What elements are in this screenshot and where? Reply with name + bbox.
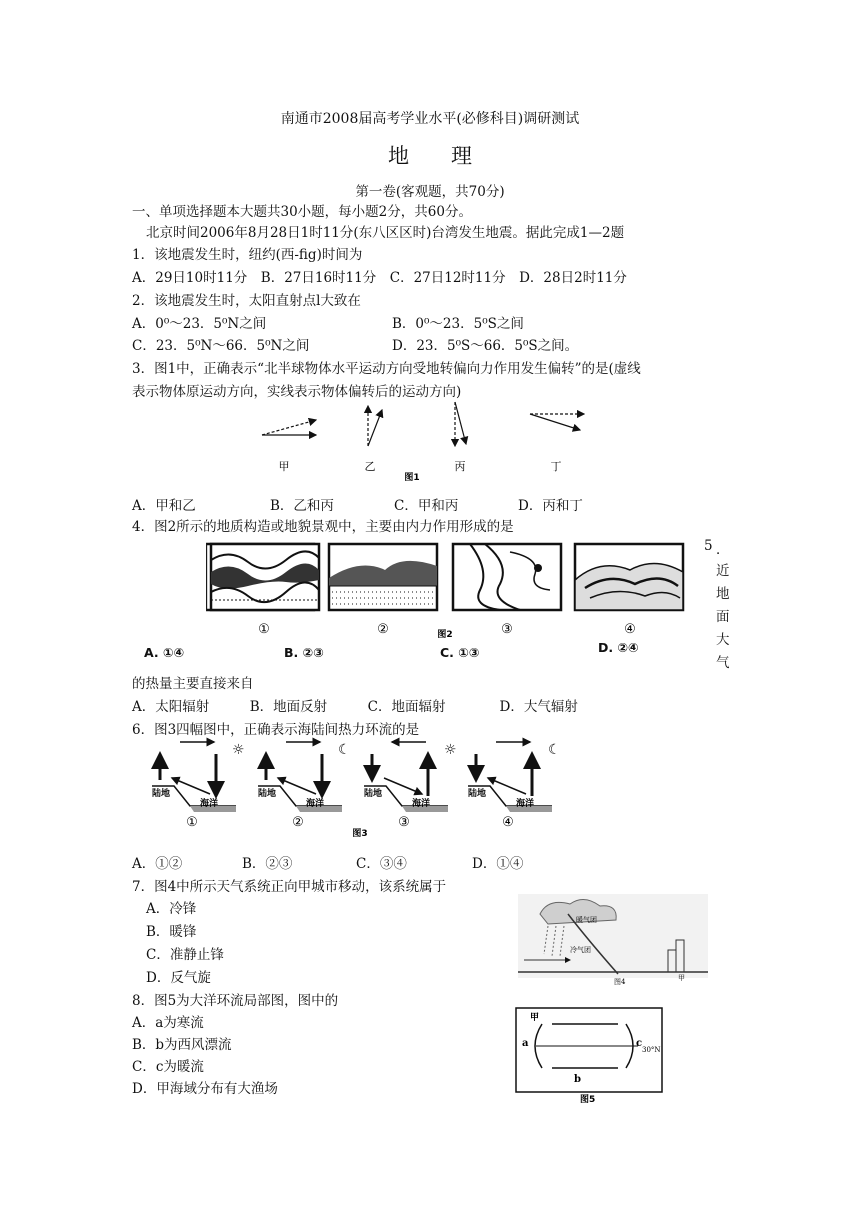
fig5-a: a — [522, 1038, 529, 1049]
section-one-heading: 一、单项选择题本大题共30小题，每小题2分，共60分。 — [132, 204, 472, 220]
q2-option-c: C．23．5⁰N～66．5⁰N之间 — [132, 338, 310, 354]
q5-vertical-0: 5 — [704, 538, 713, 554]
moon-icon: ☾ — [548, 742, 561, 758]
fig2-panel-1 — [207, 544, 319, 610]
sun-icon: ☼ — [232, 742, 245, 758]
figure-1 — [250, 398, 590, 486]
fig2-label-2: ② — [377, 622, 389, 637]
q6-option-a: A．①② — [132, 856, 183, 872]
q3-option-b: B．乙和丙 — [270, 498, 334, 514]
fig3-sea-1: 海洋 — [200, 799, 219, 809]
fig3-label-3: ③ — [398, 815, 410, 830]
fig5-c: c — [636, 1038, 643, 1049]
q2-option-a: A．0⁰～23．5⁰N之间 — [132, 316, 267, 332]
fig3-panel-2 — [258, 742, 351, 812]
figure-4 — [518, 894, 708, 990]
q7-stem: 7．图4中所示天气系统正向甲城市移动，该系统属于 — [132, 879, 447, 895]
q4-option-b: B. ②③ — [284, 645, 324, 660]
fig3-label-1: ① — [186, 815, 198, 830]
fig3-sea-2: 海洋 — [306, 799, 325, 809]
fig1-caption: 图1 — [404, 473, 420, 483]
q7-option-d: D．反气旋 — [146, 970, 211, 986]
fig3-sea-4: 海洋 — [516, 799, 535, 809]
q8-option-c: C．c为暖流 — [132, 1059, 204, 1075]
fig4-city-label: 甲 — [678, 974, 685, 982]
fig3-panel-1 — [152, 742, 245, 812]
fig3-panel-3 — [364, 742, 457, 812]
q3-stem-line1: 3．图1中，正确表示“北半球物体水平运动方向受地转偏向力作用发生偏转”的是(虚线 — [132, 361, 641, 377]
q5-vertical-4: 面 — [716, 609, 730, 625]
q1-options: A．29日10时11分 B．27日16时11分 C．27日12时11分 D．28日2时11分 — [132, 270, 627, 286]
fig1-label-jia: 甲 — [278, 460, 290, 473]
figure-5 — [512, 1006, 668, 1106]
q5-vertical-2: 近 — [716, 563, 730, 579]
fig5-caption: 图5 — [580, 1095, 596, 1105]
fig3-land-2: 陆地 — [258, 789, 277, 799]
q3-stem-line2: 表示物体原运动方向，实线表示物体偏转后的运动方向) — [132, 384, 462, 400]
fig5-jia: 甲 — [530, 1013, 540, 1023]
fig5-b: b — [574, 1074, 581, 1085]
fig3-caption: 图3 — [352, 829, 368, 839]
fig3-sea-3: 海洋 — [412, 799, 431, 809]
fig2-panel-3 — [453, 544, 561, 610]
sun-icon: ☼ — [444, 742, 457, 758]
q4-stem: 4．图2所示的地质构造或地貌景观中，主要由内力作用形成的是 — [132, 519, 514, 535]
subject-title: 地 理 — [388, 144, 472, 168]
q8-stem: 8．图5为大洋环流局部图，图中的 — [132, 993, 339, 1009]
q6-option-b: B．②③ — [242, 856, 293, 872]
q6-option-d: D．①④ — [472, 856, 524, 872]
fig3-land-4: 陆地 — [468, 789, 487, 799]
exam-title: 南通市2008届高考学业水平(必修科目)调研测试 — [280, 111, 580, 127]
q8-option-b: B．b为西风漂流 — [132, 1037, 232, 1053]
fig3-land-1: 陆地 — [152, 789, 171, 799]
q4-option-c: C. ①③ — [440, 645, 480, 660]
q1-stem: 1．该地震发生时，纽约(西-fig)时间为 — [132, 247, 363, 263]
fig2-panel-4 — [575, 544, 683, 610]
q7-option-c: C．准静止锋 — [146, 947, 224, 963]
q2-option-d: D．23．5⁰S～66．5⁰S之间。 — [392, 338, 579, 354]
q4-option-d: D. ②④ — [598, 640, 639, 655]
q8-option-d: D．甲海域分布有大渔场 — [132, 1081, 278, 1097]
q5-vertical-6: 气 — [716, 655, 730, 671]
q4-option-a: A. ①④ — [144, 645, 185, 660]
q7-option-a: A．冷锋 — [146, 901, 197, 917]
fig5-lat: 30°N — [642, 1046, 661, 1054]
q6-option-c: C．③④ — [356, 856, 407, 872]
q5-vertical-3: 地 — [716, 586, 730, 602]
fig2-caption: 图2 — [437, 630, 453, 640]
q6-stem: 6．图3四幅图中，正确表示海陆间热力环流的是 — [132, 722, 420, 738]
q2-option-b: B．0⁰～23．5⁰S之间 — [392, 316, 524, 332]
fig2-label-4: ④ — [624, 622, 636, 637]
part-one-heading: 第一卷(客观题，共70分) — [355, 184, 505, 200]
fig2-label-3: ③ — [501, 622, 513, 637]
moon-icon: ☾ — [338, 742, 351, 758]
fig2-label-1: ① — [258, 622, 270, 637]
q3-option-a: A．甲和乙 — [132, 498, 196, 514]
fig3-land-3: 陆地 — [364, 789, 383, 799]
fig3-panel-4 — [468, 742, 561, 812]
fig2-panel-2 — [329, 544, 437, 610]
fig4-caption: 图4 — [614, 978, 626, 986]
intro-text: 北京时间2006年8月28日1时11分(东八区区时)台湾发生地震。据此完成1—2题 — [146, 225, 625, 241]
figure-3 — [150, 740, 561, 844]
fig3-label-2: ② — [292, 815, 304, 830]
q7-option-b: B．暖锋 — [146, 924, 197, 940]
q3-option-c: C．甲和丙 — [394, 498, 459, 514]
q5-options: A．太阳辐射 B．地面反射 C．地面辐射 D．大气辐射 — [132, 699, 578, 715]
fig4-cold-label: 冷气团 — [570, 946, 591, 954]
fig1-label-bing: 丙 — [454, 460, 466, 473]
q3-option-d: D．丙和丁 — [518, 498, 583, 514]
fig1-label-yi: 乙 — [364, 460, 376, 473]
q2-stem: 2．该地震发生时，太阳直射点l大致在 — [132, 293, 361, 309]
q8-option-a: A．a为寒流 — [132, 1015, 204, 1031]
fig4-warm-label: 暖气团 — [576, 916, 597, 924]
fig1-label-ding: 丁 — [550, 460, 562, 473]
q5-vertical-5: 大 — [716, 632, 730, 648]
q5-stem-cont: 的热量主要直接来自 — [132, 676, 254, 692]
q5-vertical-1: ． — [716, 542, 730, 558]
fig3-label-4: ④ — [502, 815, 514, 830]
